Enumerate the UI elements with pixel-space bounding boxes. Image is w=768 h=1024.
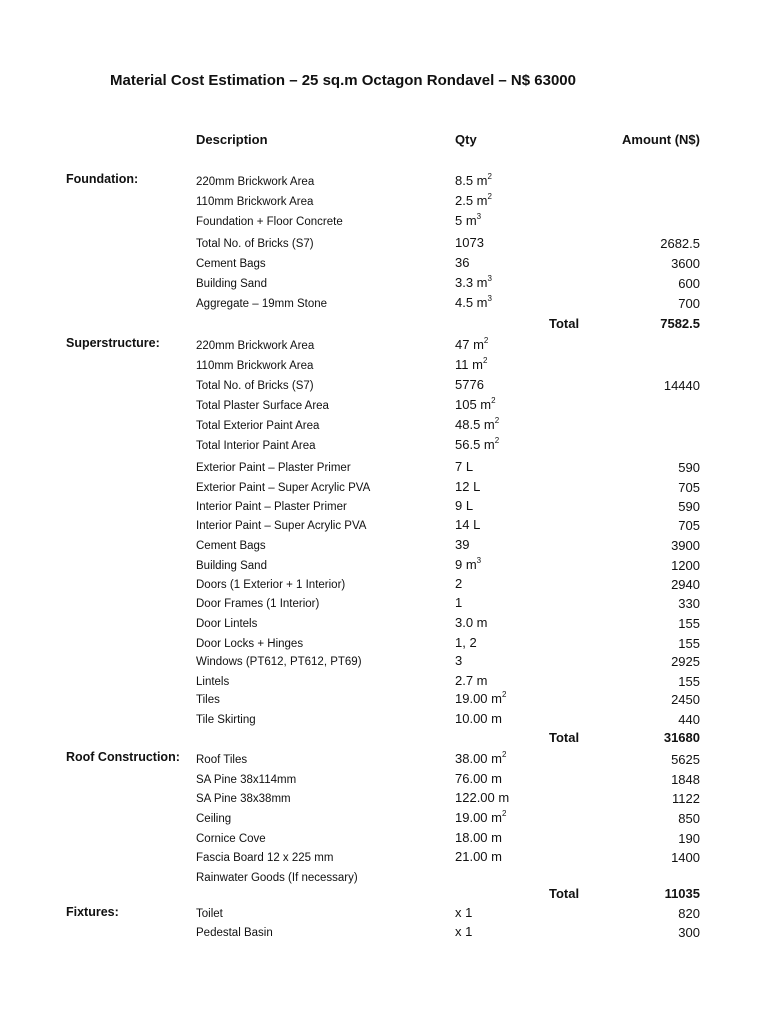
item-description: Rainwater Goods (If necessary) <box>196 872 358 884</box>
item-amount: 155 <box>678 674 700 689</box>
table-row <box>0 274 768 294</box>
item-qty-value: 4.5 m <box>455 295 488 310</box>
item-qty <box>455 295 492 310</box>
total-label: Total <box>549 730 580 745</box>
table-row <box>0 923 768 943</box>
item-qty <box>455 377 484 392</box>
item-amount: 1200 <box>671 558 700 573</box>
item-description: Building Sand <box>196 278 267 290</box>
item-qty <box>455 255 469 270</box>
item-description: 220mm Brickwork Area <box>196 176 315 188</box>
item-description: 220mm Brickwork Area <box>196 340 315 352</box>
item-description: Exterior Paint – Super Acrylic PVA <box>196 482 371 494</box>
item-qty <box>455 235 484 250</box>
table-row <box>0 829 768 849</box>
section-label: Fixtures: <box>66 905 119 919</box>
item-qty <box>455 537 469 552</box>
item-description: Total Interior Paint Area <box>196 440 316 452</box>
item-qty <box>455 479 480 494</box>
item-qty <box>455 751 506 766</box>
item-amount: 2925 <box>671 654 700 669</box>
table-row <box>0 652 768 672</box>
item-amount: 705 <box>678 480 700 495</box>
item-amount: 155 <box>678 636 700 651</box>
item-qty-value: 1073 <box>455 235 484 250</box>
item-qty-value: 1 <box>455 595 463 610</box>
table-row <box>0 516 768 536</box>
item-qty-unit-power: 2 <box>482 356 488 365</box>
item-qty-unit-power: 2 <box>483 336 489 345</box>
item-description: Doors (1 Exterior + 1 Interior) <box>196 579 346 591</box>
item-qty-value: 9 L <box>455 498 474 513</box>
item-qty-value: 5776 <box>455 377 484 392</box>
item-qty-value: 8.5 m <box>455 173 488 188</box>
table-row <box>0 294 768 314</box>
item-description: Door Locks + Hinges <box>196 638 304 650</box>
item-qty-value: 3.0 m <box>455 615 488 630</box>
item-amount: 190 <box>678 831 700 846</box>
total-amount: 31680 <box>663 730 700 745</box>
item-qty-unit-power: 3 <box>476 556 482 565</box>
table-row <box>0 634 768 654</box>
item-qty <box>455 437 499 452</box>
item-amount: 705 <box>678 518 700 533</box>
item-qty <box>455 711 502 726</box>
item-qty <box>455 337 488 352</box>
item-qty-value: 48.5 m <box>455 417 495 432</box>
item-description: Interior Paint – Super Acrylic PVA <box>196 520 367 532</box>
item-description: Tile Skirting <box>196 714 256 726</box>
item-qty-value: 39 <box>455 537 470 552</box>
item-qty-value: 36 <box>455 255 470 270</box>
total-label: Total <box>549 886 580 901</box>
item-qty <box>455 615 488 630</box>
item-qty-unit-power: 2 <box>487 192 492 201</box>
item-qty-unit-power: 3 <box>487 274 492 283</box>
item-qty <box>455 417 499 432</box>
item-amount: 330 <box>678 596 700 611</box>
item-qty-unit-power: 3 <box>476 212 482 221</box>
section-total-row <box>0 886 768 904</box>
item-description: Tiles <box>196 694 220 706</box>
item-qty <box>455 275 492 290</box>
table-row <box>0 789 768 809</box>
section-label: Foundation: <box>66 172 139 186</box>
item-qty-value: 14 L <box>455 517 481 532</box>
item-qty-value: 105 m <box>455 397 492 412</box>
item-description: SA Pine 38x38mm <box>196 793 291 805</box>
section-total-row <box>0 316 768 334</box>
item-qty-unit-power: 2 <box>491 396 496 405</box>
total-amount: 7582.5 <box>660 316 700 331</box>
item-qty <box>455 397 496 412</box>
item-qty <box>455 595 462 610</box>
item-description: Pedestal Basin <box>196 927 273 939</box>
item-qty-value: 7 L <box>455 459 474 474</box>
item-qty <box>455 576 462 591</box>
item-amount: 2450 <box>671 692 700 707</box>
item-qty <box>455 849 502 864</box>
item-description: Fascia Board 12 x 225 mm <box>196 852 334 864</box>
page-title: Material Cost Estimation – 25 sq.m Octagon Rondavel – N$ 63000 <box>110 72 576 89</box>
item-qty <box>455 557 481 572</box>
item-qty-value: 19.00 m <box>455 691 502 706</box>
item-description: Total Exterior Paint Area <box>196 420 320 432</box>
table-row <box>0 212 768 232</box>
item-amount: 590 <box>678 499 700 514</box>
item-qty <box>455 498 473 513</box>
item-qty <box>455 517 480 532</box>
item-amount: 700 <box>678 296 700 311</box>
item-qty-unit-power: 2 <box>501 750 507 759</box>
table-row <box>0 396 768 416</box>
table-row <box>0 172 768 192</box>
item-description: SA Pine 38x114mm <box>196 774 297 786</box>
item-amount: 1400 <box>671 850 700 865</box>
item-qty <box>455 771 502 786</box>
table-row <box>0 614 768 634</box>
item-qty-value: x 1 <box>455 905 473 920</box>
item-qty-value: 38.00 m <box>455 751 502 766</box>
item-qty-value: 2.7 m <box>455 673 488 688</box>
table-row <box>0 192 768 212</box>
item-amount: 1848 <box>671 772 700 787</box>
item-description: Door Frames (1 Interior) <box>196 598 320 610</box>
item-qty <box>455 924 472 939</box>
item-qty <box>455 691 506 706</box>
table-row <box>0 478 768 498</box>
item-qty <box>455 357 487 372</box>
column-header-amount: Amount (N$) <box>622 132 700 147</box>
item-qty-value: 3.3 m <box>455 275 488 290</box>
table-row <box>0 356 768 376</box>
item-amount: 5625 <box>671 752 700 767</box>
item-description: Interior Paint – Plaster Primer <box>196 501 347 513</box>
item-amount: 2940 <box>671 577 700 592</box>
table-row <box>0 536 768 556</box>
item-amount: 600 <box>678 276 700 291</box>
item-qty <box>455 173 492 188</box>
item-qty <box>455 459 473 474</box>
item-qty-value: 18.00 m <box>455 830 502 845</box>
item-qty <box>455 653 462 668</box>
item-qty-unit-power: 2 <box>494 416 500 425</box>
item-description: Exterior Paint – Plaster Primer <box>196 462 351 474</box>
item-amount: 1122 <box>672 791 700 806</box>
table-row <box>0 672 768 692</box>
item-amount: 3600 <box>671 256 700 271</box>
section-label: Superstructure: <box>66 336 160 350</box>
table-row <box>0 710 768 730</box>
item-amount: 3900 <box>671 538 700 553</box>
item-qty-value: 5 m <box>455 213 477 228</box>
table-row <box>0 575 768 595</box>
item-description: Toilet <box>196 908 223 920</box>
item-qty-value: x 1 <box>455 924 473 939</box>
item-qty-value: 9 m <box>455 557 477 572</box>
item-qty-unit-power: 3 <box>487 294 492 303</box>
table-row <box>0 904 768 924</box>
table-row <box>0 497 768 517</box>
item-amount: 590 <box>678 460 700 475</box>
item-qty-value: 122.00 m <box>455 790 510 805</box>
item-qty <box>455 635 477 650</box>
table-row <box>0 416 768 436</box>
item-qty-value: 2 <box>455 576 463 591</box>
item-description: Cement Bags <box>196 258 266 270</box>
item-description: 110mm Brickwork Area <box>196 196 314 208</box>
item-qty-value: 3 <box>455 653 463 668</box>
item-qty-value: 10.00 m <box>455 711 502 726</box>
column-header-qty: Qty <box>455 132 477 147</box>
table-row <box>0 376 768 396</box>
item-description: Foundation + Floor Concrete <box>196 216 343 228</box>
table-row <box>0 809 768 829</box>
item-description: Total No. of Bricks (S7) <box>196 380 314 392</box>
item-description: Cement Bags <box>196 540 266 552</box>
total-amount: 11035 <box>664 886 700 901</box>
item-description: Roof Tiles <box>196 754 248 766</box>
table-row <box>0 336 768 356</box>
item-description: Total Plaster Surface Area <box>196 400 329 412</box>
item-qty <box>455 810 506 825</box>
item-qty-unit-power: 2 <box>501 809 507 818</box>
item-description: Building Sand <box>196 560 267 572</box>
item-qty <box>455 830 502 845</box>
table-row <box>0 750 768 770</box>
item-qty-value: 76.00 m <box>455 771 502 786</box>
item-description: Cornice Cove <box>196 833 266 845</box>
total-label: Total <box>549 316 580 331</box>
table-row <box>0 436 768 456</box>
item-description: Total No. of Bricks (S7) <box>196 238 314 250</box>
item-qty <box>455 905 472 920</box>
item-qty-value: 1, 2 <box>455 635 477 650</box>
table-row <box>0 234 768 254</box>
section-total-row <box>0 730 768 748</box>
item-description: Ceiling <box>196 813 232 825</box>
table-row <box>0 556 768 576</box>
table-row <box>0 848 768 868</box>
table-row <box>0 594 768 614</box>
item-qty-value: 21.00 m <box>455 849 502 864</box>
item-description: Windows (PT612, PT612, PT69) <box>196 656 362 668</box>
item-qty <box>455 673 488 688</box>
item-qty-value: 19.00 m <box>455 810 502 825</box>
item-amount: 14440 <box>663 378 700 393</box>
item-amount: 440 <box>678 712 700 727</box>
item-amount: 2682.5 <box>660 236 700 251</box>
item-amount: 820 <box>678 906 700 921</box>
item-description: Lintels <box>196 676 230 688</box>
item-qty <box>455 790 509 805</box>
item-description: 110mm Brickwork Area <box>196 360 314 372</box>
item-amount: 155 <box>678 616 700 631</box>
item-qty-unit-power: 2 <box>487 172 492 181</box>
item-qty <box>455 193 492 208</box>
item-qty-unit-power: 2 <box>494 436 500 445</box>
item-amount: 300 <box>678 925 700 940</box>
item-qty-value: 12 L <box>455 479 481 494</box>
item-amount: 850 <box>678 811 700 826</box>
item-qty-value: 56.5 m <box>455 437 495 452</box>
item-description: Aggregate – 19mm Stone <box>196 298 328 310</box>
item-description: Door Lintels <box>196 618 258 630</box>
table-row <box>0 868 768 888</box>
item-qty-unit-power: 2 <box>501 690 507 699</box>
item-qty-value: 2.5 m <box>455 193 488 208</box>
item-qty-value: 47 m <box>455 337 484 352</box>
section-label: Roof Construction: <box>66 750 180 764</box>
item-qty <box>455 213 481 228</box>
table-row <box>0 458 768 478</box>
table-row <box>0 690 768 710</box>
table-row <box>0 770 768 790</box>
table-row <box>0 254 768 274</box>
item-qty-value: 11 m <box>455 357 483 372</box>
column-header-description: Description <box>196 132 268 147</box>
